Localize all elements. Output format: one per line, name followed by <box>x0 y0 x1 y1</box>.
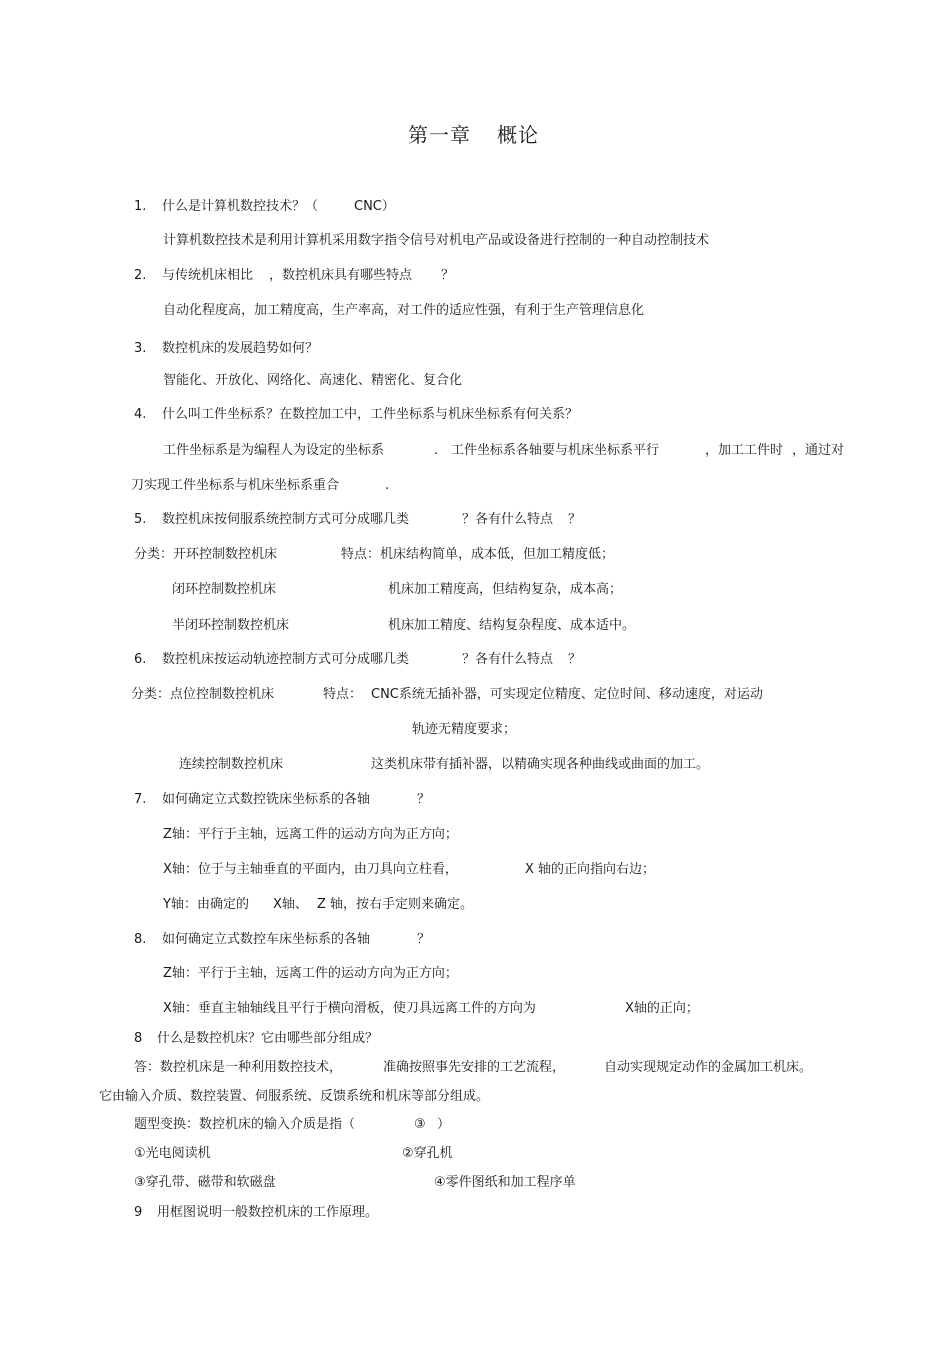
q2-text-cont: ，数控机床具有哪些特点 <box>269 268 413 283</box>
q8-x-axis-direction: X轴的正向； <box>625 1001 699 1016</box>
q7-number: 7. <box>134 792 147 807</box>
q8b-variant-question: 题型变换：数控机床的输入介质是指（ <box>134 1117 356 1132</box>
q2-text: 与传统机床相比 <box>162 268 254 283</box>
q6-question-mark: ？ <box>568 652 582 667</box>
q5-row1-label: 分类：开环控制数控机床 <box>134 547 278 562</box>
q6-row1-description-cont: 轨迹无精度要求； <box>412 722 517 737</box>
chapter-number: 第一章 <box>408 123 471 147</box>
q7-x-axis: X轴：位于与主轴垂直的平面内，由刀具向立柱看， <box>163 862 458 877</box>
q7-y-axis: Y轴：由确定的 <box>163 897 249 912</box>
q2-question-mark: ？ <box>441 268 455 283</box>
q8b-variant-close: ） <box>437 1117 451 1132</box>
q7-y-axis-x: X轴、 <box>273 897 308 912</box>
q3-number: 3. <box>134 341 147 356</box>
q6-row1-label: 分类：点位控制数控机床 <box>131 687 275 702</box>
q8b-variant-answer: ③ <box>414 1117 426 1132</box>
q5-text-cont: ？各有什么特点 <box>462 512 554 527</box>
q8-z-axis: Z轴：平行于主轴，远离工件的运动方向为正方向； <box>163 966 458 981</box>
q6-row1-feature: 特点： <box>323 687 363 702</box>
q8b-answer-part2: 准确按照事先安排的工艺流程， <box>383 1060 566 1075</box>
q6-text: 数控机床按运动轨迹控制方式可分成哪几类 <box>162 652 410 667</box>
q4-answer-dot2: . <box>385 478 390 493</box>
q7-question-mark: ？ <box>417 792 431 807</box>
q8b-option-3: ③穿孔带、磁带和软磁盘 <box>134 1175 276 1190</box>
q3-text: 数控机床的发展趋势如何？ <box>162 341 319 356</box>
q4-answer-part5: 刀实现工件坐标系与机床坐标系重合 <box>131 478 340 493</box>
q8b-number: 8 <box>134 1031 143 1046</box>
q1-answer: 计算机数控技术是利用计算机采用数字指令信号对机电产品或设备进行控制的一种自动控制技术 <box>163 233 710 248</box>
q8b-text: 什么是数控机床？它由哪些部分组成？ <box>157 1031 379 1046</box>
q4-answer-part3: ，加工工件时 <box>705 443 784 458</box>
q7-y-axis-z: Z 轴，按右手定则来确定。 <box>317 897 474 912</box>
q9-text: 用框图说明一般数控机床的工作原理。 <box>157 1205 379 1220</box>
q6-row2-label: 连续控制数控机床 <box>179 757 284 772</box>
q6-text-cont: ？各有什么特点 <box>462 652 554 667</box>
q4-answer-part2: 工件坐标系各轴要与机床坐标系平行 <box>451 443 660 458</box>
q2-answer: 自动化程度高，加工精度高，生产率高，对工件的适应性强，有利于生产管理信息化 <box>163 303 645 318</box>
q1-number: 1. <box>134 199 147 214</box>
q5-row1-feature: 特点：机床结构简单，成本低，但加工精度低； <box>341 547 615 562</box>
q5-row3-feature: 机床加工精度、结构复杂程度、成本适中。 <box>388 618 636 633</box>
q8b-option-1: ①光电阅读机 <box>134 1146 211 1161</box>
q8-text: 如何确定立式数控车床坐标系的各轴 <box>162 932 371 947</box>
q7-x-axis-direction: X 轴的正向指向右边； <box>525 862 656 877</box>
q5-row3-label: 半闭环控制数控机床 <box>172 618 290 633</box>
q1-text: 什么是计算机数控技术？（ <box>162 199 319 214</box>
q6-row2-feature: 这类机床带有插补器，以精确实现各种曲线或曲面的加工。 <box>371 757 710 772</box>
q5-number: 5. <box>134 512 147 527</box>
q6-number: 6. <box>134 652 147 667</box>
chapter-title: 概论 <box>497 123 539 147</box>
q4-answer-dot: . <box>434 443 439 458</box>
q8-x-axis: X轴：垂直主轴轴线且平行于横向滑板，使刀具远离工件的方向为 <box>163 1001 536 1016</box>
q8b-answer-part1: 答：数控机床是一种利用数控技术， <box>134 1060 343 1075</box>
q8b-answer-part4: 它由输入介质、数控装置、伺服系统、反馈系统和机床等部分组成。 <box>99 1089 490 1104</box>
q5-question-mark: ？ <box>568 512 582 527</box>
q8b-option-2: ②穿孔机 <box>402 1146 453 1161</box>
q8b-answer-part3: 自动实现规定动作的金属加工机床。 <box>604 1060 813 1075</box>
q3-answer: 智能化、开放化、网络化、高速化、精密化、复合化 <box>163 373 463 388</box>
q2-number: 2. <box>134 268 147 283</box>
q4-answer-part4: ，通过对 <box>792 443 845 458</box>
q4-number: 4. <box>134 407 147 422</box>
q7-z-axis: Z轴：平行于主轴，远离工件的运动方向为正方向； <box>163 827 458 842</box>
q8-question-mark: ？ <box>417 932 431 947</box>
q9-number: 9 <box>134 1205 143 1220</box>
q5-text: 数控机床按伺服系统控制方式可分成哪几类 <box>162 512 410 527</box>
q6-row1-description: CNC系统无插补器，可实现定位精度、定位时间、移动速度，对运动 <box>371 687 763 702</box>
q4-text: 什么叫工件坐标系？在数控加工中，工件坐标系与机床坐标系有何关系？ <box>162 407 579 422</box>
q4-answer-part1: 工件坐标系是为编程人为设定的坐标系 <box>163 443 385 458</box>
q5-row2-label: 闭环控制数控机床 <box>172 582 277 597</box>
q8-number: 8. <box>134 932 147 947</box>
q8b-option-4: ④零件图纸和加工程序单 <box>434 1175 576 1190</box>
q5-row2-feature: 机床加工精度高，但结构复杂，成本高； <box>388 582 623 597</box>
q1-cnc: CNC） <box>354 199 395 214</box>
q7-text: 如何确定立式数控铣床坐标系的各轴 <box>162 792 371 807</box>
